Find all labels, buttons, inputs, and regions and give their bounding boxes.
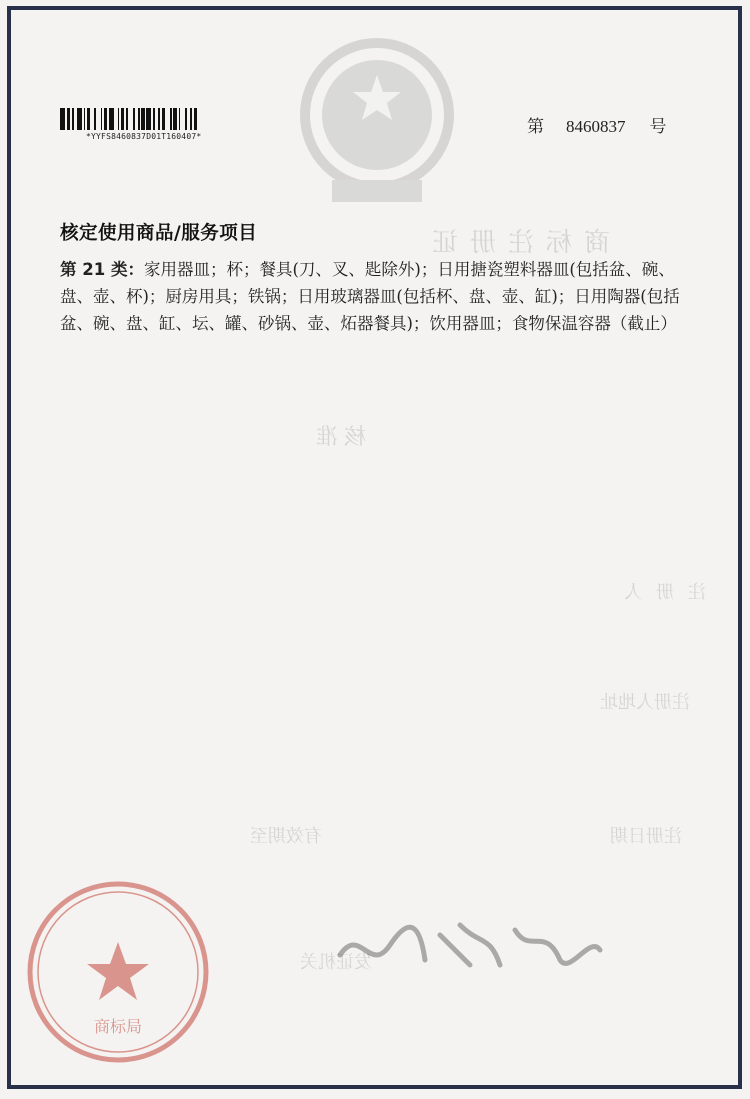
stamp-office-name: 商标局 — [93, 1017, 143, 1036]
registration-number-value: 8460837 — [566, 117, 626, 136]
show-through-address: 注册人地址 — [600, 692, 690, 713]
goods-items: 家用器皿；杯；餐具(刀、叉、匙除外)；日用搪瓷塑料器皿(包括盆、碗、盘、壶、杯)；厨房用具；铁锅；日用玻璃器皿(包括杯、盘、壶、缸)；日用陶器(包括盆、碗、盘、缸、坛、罐、砂锅、壶、炻器餐具)；饮用器皿；食物保温容器（截止） — [60, 260, 680, 333]
show-through-subtitle: 核准 — [310, 425, 367, 450]
official-stamp — [18, 872, 218, 1072]
barcode — [60, 108, 250, 141]
show-through-title: 商标注册证 — [420, 228, 611, 258]
registration-suffix: 号 — [649, 117, 667, 137]
goods-heading: 核定使用商品/服务项目 — [60, 223, 258, 244]
show-through-validity: 有效期至 — [250, 826, 322, 847]
class-label: 第 21 类： — [60, 260, 144, 279]
barcode-text: *YYFS8460837D01T160407* — [86, 132, 202, 141]
show-through-date: 注册日期 — [610, 826, 682, 847]
show-through-issuer: 发证机关 — [300, 952, 372, 973]
barcode-bar — [197, 108, 199, 130]
registration-number — [527, 112, 667, 137]
show-through-registrant: 注册人 — [610, 582, 706, 603]
registration-prefix: 第 — [527, 117, 544, 137]
goods-list — [60, 256, 700, 337]
national-emblem-watermark — [292, 30, 462, 220]
signature — [330, 905, 610, 985]
barcode-bars — [60, 108, 250, 130]
